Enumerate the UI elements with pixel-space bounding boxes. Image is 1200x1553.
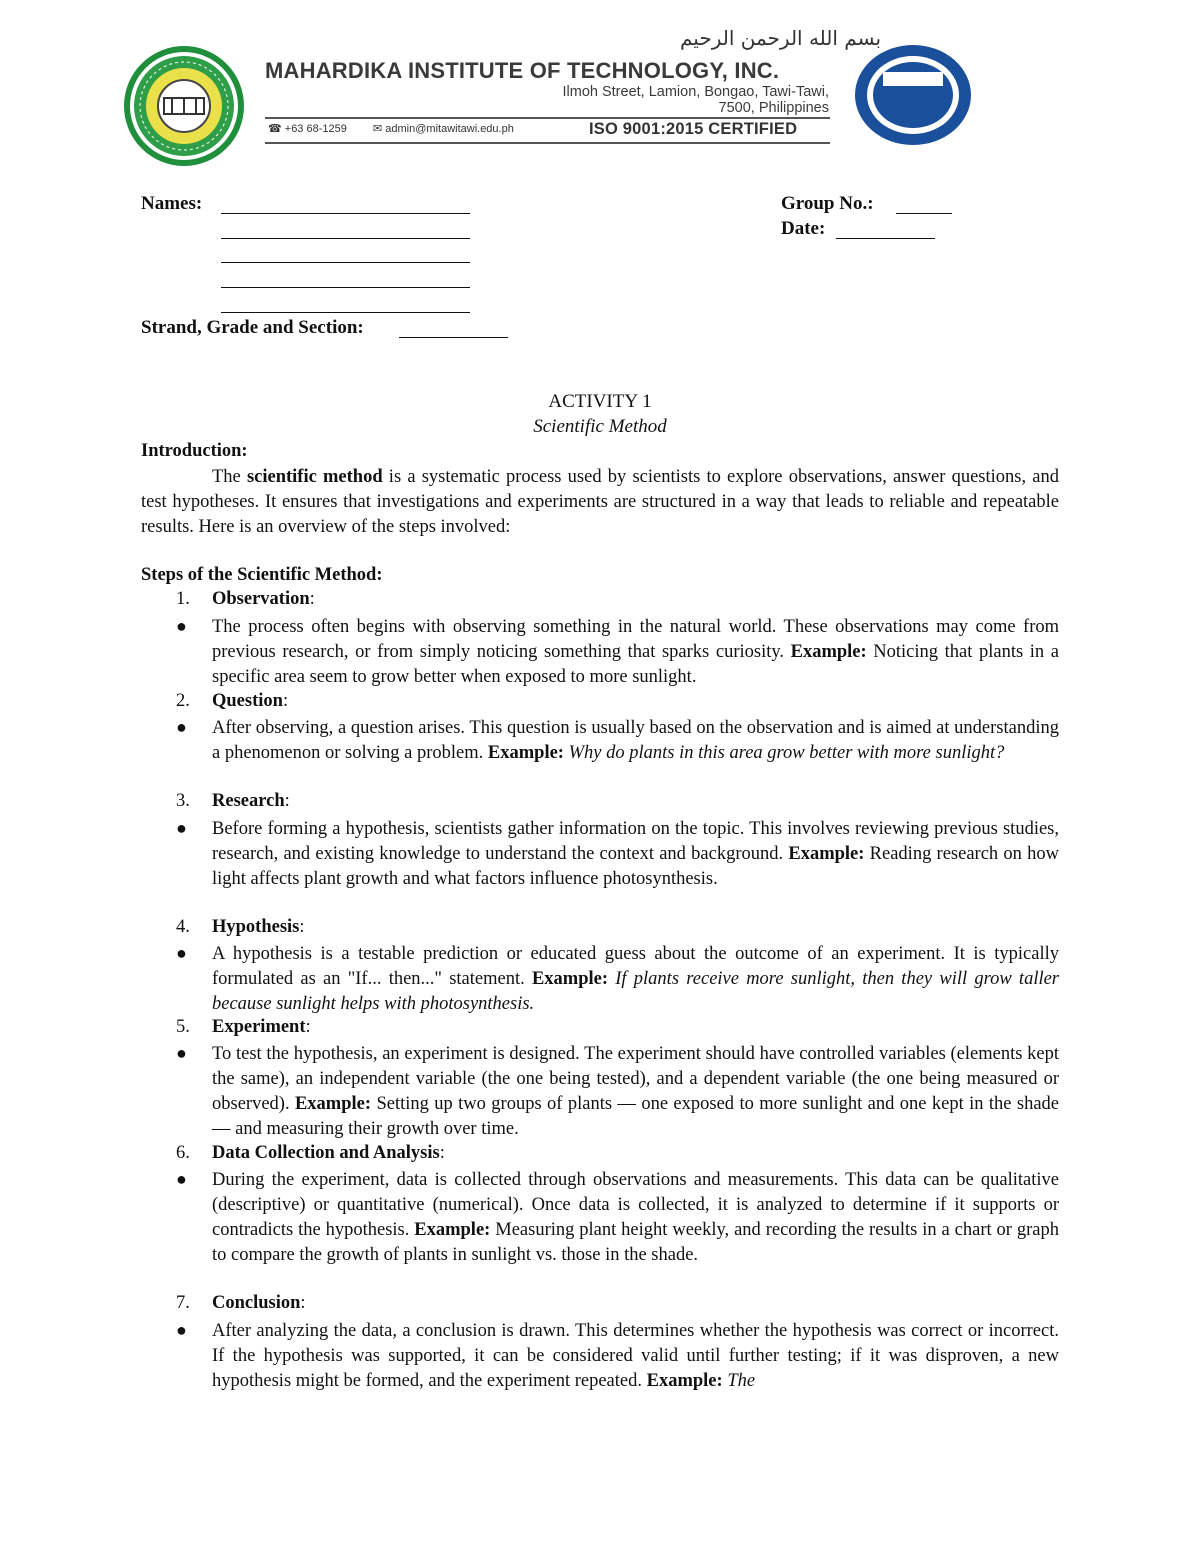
step-title-text: Experiment (212, 1017, 306, 1037)
step-title-data-collection (212, 1143, 445, 1164)
bullet-icon: ● (176, 616, 187, 636)
example-label: Example: (294, 1094, 372, 1114)
step-number: 1. (176, 589, 190, 609)
step-title-text: Observation (212, 589, 310, 609)
step-example: Noticing that plants in a specific area seem to grow better when exposed to more sunlight. (212, 642, 1059, 687)
address-line-2: 7500, Philippines (718, 100, 829, 116)
phone-contact (268, 122, 347, 135)
group-number-field[interactable] (896, 213, 952, 214)
name-field-4[interactable] (221, 287, 470, 288)
institute-name: MAHARDIKA INSTITUTE OF TECHNOLOGY, INC. (265, 58, 780, 83)
step-number: 2. (176, 691, 190, 711)
step-colon: : (299, 917, 305, 937)
bullet-icon: ● (176, 1320, 187, 1340)
step-title-research (212, 791, 290, 812)
step-title-text: Data Collection and Analysis (212, 1143, 440, 1163)
step-number: 7. (176, 1293, 190, 1313)
step-description-observation (212, 615, 1059, 690)
step-title-experiment (212, 1017, 311, 1038)
tuv-nord-certification-logo (853, 44, 973, 146)
institute-seal-logo (122, 44, 246, 168)
header-divider-bottom (265, 142, 830, 144)
step-title-text: Question (212, 691, 283, 711)
address-line-1: Ilmoh Street, Lamion, Bongao, Tawi-Tawi, (562, 84, 829, 100)
example-label: Example: (414, 1220, 491, 1240)
bullet-icon: ● (176, 1043, 187, 1063)
bismillah-calligraphy: بسم الله الرحمن الرحيم (680, 26, 882, 50)
step-text: After observing, a question arises. This question is usually based on the observation and is aimed at understanding a phenomenon or solving a problem. (212, 718, 1059, 763)
example-label: Example: (790, 642, 867, 662)
intro-lead: The (212, 467, 247, 487)
iso-certification: ISO 9001:2015 CERTIFIED (589, 120, 798, 138)
step-title-text: Hypothesis (212, 917, 300, 937)
step-description-question (212, 716, 1059, 766)
step-number: 5. (176, 1017, 190, 1037)
activity-subtitle: Scientific Method (533, 416, 667, 437)
step-text: Before forming a hypothesis, scientists gather information on the topic. This involves reviewing previous studies, research, and existing knowledge to understand the context and background. (212, 819, 1059, 864)
steps-heading: Steps of the Scientific Method: (141, 565, 383, 585)
step-colon: : (439, 1143, 445, 1163)
intro-bold-term: scientific method (246, 467, 383, 487)
example-label: Example: (788, 844, 865, 864)
step-description-hypothesis (212, 942, 1059, 1017)
email-contact (373, 122, 514, 135)
step-title-question (212, 691, 288, 712)
step-description-conclusion (212, 1319, 1059, 1394)
bullet-icon: ● (176, 943, 187, 963)
bullet-icon: ● (176, 1169, 187, 1189)
names-label: Names: (141, 193, 203, 214)
step-number: 3. (176, 791, 190, 811)
example-label: Example: (531, 969, 609, 989)
step-title-observation (212, 589, 315, 610)
step-colon: : (305, 1017, 311, 1037)
step-example: Reading research on how light affects plant growth and what factors influence photosynthesis. (212, 844, 1060, 889)
introduction-heading: Introduction: (141, 441, 248, 461)
introduction-paragraph (141, 465, 1059, 540)
email-address: admin@mitawitawi.edu.ph (385, 123, 514, 135)
step-colon: : (300, 1293, 306, 1313)
envelope-icon: ✉ (373, 123, 383, 135)
phone-icon: ☎ (268, 123, 282, 135)
date-label: Date: (781, 218, 826, 239)
intro-text: is a systematic process used by scientists to explore observations, answer questions, and test hypotheses. It ensures that investigations and experiments are structured in a way that leads to reliable and repeatable results. Here is an overview of the steps involved: (141, 467, 1060, 537)
name-field-1[interactable] (221, 213, 470, 214)
group-number-label: Group No.: (781, 193, 874, 214)
name-field-3[interactable] (221, 262, 470, 263)
step-text: After analyzing the data, a conclusion is drawn. This determines whether the hypothesis was correct or incorrect. If the hypothesis was supported, it can be considered valid until further testing; if it was disproven, a new hypothesis might be formed, and the experiment repeated. (212, 1321, 1059, 1391)
step-colon: : (309, 589, 315, 609)
name-field-2[interactable] (221, 238, 470, 239)
phone-number: +63 68-1259 (284, 123, 347, 135)
step-text: The process often begins with observing something in the natural world. These observations may come from previous research, or from simply noticing something that sparks curiosity. (212, 617, 1059, 662)
step-colon: : (284, 791, 290, 811)
strand-grade-section-field[interactable] (399, 337, 508, 338)
step-example: Why do plants in this area grow better with more sunlight? (568, 743, 1005, 763)
example-label: Example: (487, 743, 564, 763)
date-field[interactable] (836, 238, 935, 239)
example-label: Example: (646, 1371, 723, 1391)
step-text: A hypothesis is a testable prediction or educated guess about the outcome of an experiment. It is typically formulated as an "If... then..." statement. (212, 944, 1059, 989)
step-description-research (212, 817, 1059, 892)
bullet-icon: ● (176, 818, 187, 838)
header-divider-top (265, 117, 830, 119)
step-example: The (727, 1371, 756, 1391)
step-text: To test the hypothesis, an experiment is designed. The experiment should have controlled variables (elements kept the same), an independent variable (the one being tested), and a dependent variable (the one being measured or observed). (212, 1044, 1059, 1114)
step-title-text: Conclusion (212, 1293, 301, 1313)
step-example: If plants receive more sunlight, then they will grow taller because sunlight helps with photosynthesis. (212, 969, 1060, 1014)
step-number: 6. (176, 1143, 190, 1163)
step-description-data-collection (212, 1168, 1059, 1268)
activity-title: ACTIVITY 1 (548, 391, 652, 412)
step-title-text: Research (212, 791, 285, 811)
step-title-conclusion (212, 1293, 306, 1314)
strand-grade-section-label: Strand, Grade and Section: (141, 317, 364, 338)
step-text: During the experiment, data is collected through observations and measurements. This data can be qualitative (descriptive) or quantitative (numerical). Once data is collected, it is analyzed to determine if it supports or contradicts the hypothesis. (212, 1170, 1059, 1240)
step-example: Setting up two groups of plants — one exposed to more sunlight and one kept in the shade — and measuring their growth over time. (212, 1094, 1060, 1139)
name-field-5[interactable] (221, 312, 470, 313)
step-colon: : (282, 691, 289, 711)
step-description-experiment (212, 1042, 1059, 1142)
step-example: Measuring plant height weekly, and recording the results in a chart or graph to compare the growth of plants in sunlight vs. those in the shade. (212, 1220, 1059, 1265)
step-number: 4. (176, 917, 190, 937)
step-title-hypothesis (212, 917, 305, 938)
bullet-icon: ● (176, 717, 187, 737)
